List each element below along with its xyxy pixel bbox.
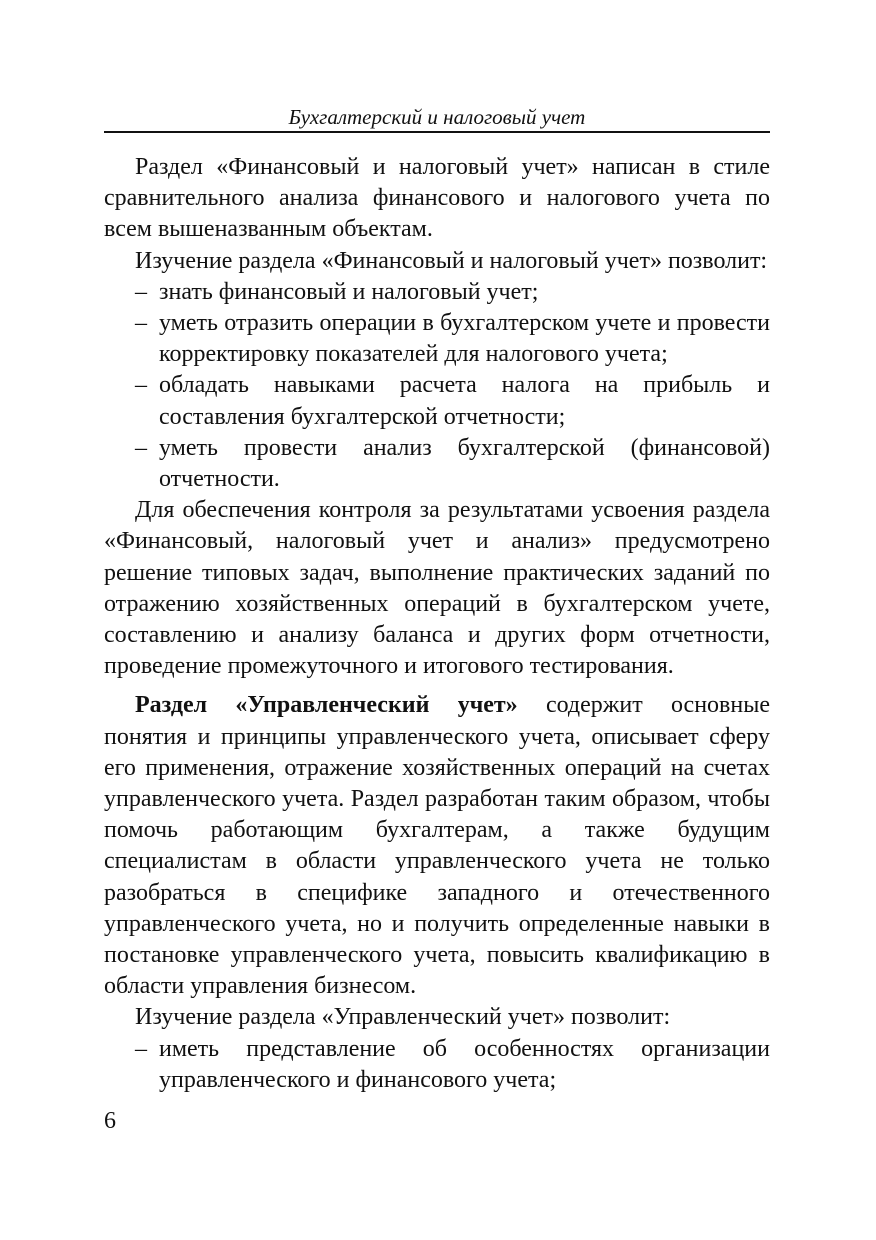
page-number: 6: [104, 1108, 116, 1134]
running-title: Бухгалтерский и налоговый учет: [288, 105, 586, 129]
paragraph-management-text: содержит основные понятия и принципы управленческого учета, описывает сферу его применения, отражение хозяйственных операций на счетах управленческого учета. Раздел разработан таким образом, чтобы помочь работающим бухгалтерам, а также будущим специалистам в области управленческого учета не только разобраться в специфике западного и отечественного управленческого учета, но и получить определенные навыки в постановке управленческого учета, повысить квалификацию в области управления бизнесом.: [104, 692, 770, 1000]
section-title-bold: Раздел «Управленческий учет»: [135, 692, 518, 719]
paragraph-financial-goals: Изучение раздела «Финансовый и налоговый учет» позволит:: [135, 247, 768, 274]
list-dash: –: [135, 278, 147, 305]
paragraph-control: Для обеспечения контроля за результатами усвоения раздела «Финансовый, налоговый учет и анализ» предусмотрено решение типовых задач, выполнение практических заданий по отражению хозяйственных операций в бухгалтерском учете, составлению и анализу баланса и других форм отчетности, проведение промежуточного и итогового тестирования.: [104, 497, 770, 680]
list-dash: –: [135, 1035, 147, 1062]
list-item: [104, 370, 770, 432]
paragraph-management-accounting: [104, 690, 770, 1002]
paragraph-management-goals: Изучение раздела «Управленческий учет» позволит:: [135, 1004, 671, 1031]
list-item-text: уметь отразить операции в бухгалтерском учете и провести корректировку показателей для налогового учета;: [159, 310, 770, 368]
list-item-text: уметь провести анализ бухгалтерской (финансовой) отчетности.: [159, 434, 770, 493]
list-dash: –: [135, 372, 147, 399]
list-dash: –: [135, 310, 147, 337]
page-body: [104, 152, 770, 1096]
list-item: [104, 433, 770, 495]
list-item-text: иметь представление об особенностях организации управленческого и финансового учета;: [159, 1035, 770, 1093]
list-item: [104, 1034, 770, 1096]
paragraph-intro: Раздел «Финансовый и налоговый учет» написан в стиле сравнительного анализа финансового и налогового учета по всем вышеназванным объектам.: [104, 154, 770, 243]
header-divider: [104, 131, 770, 133]
list-item: [104, 277, 770, 308]
list-item-text: обладать навыками расчета налога на прибыль и составления бухгалтерской отчетности;: [159, 372, 770, 430]
management-goals-list: [104, 1034, 770, 1096]
list-item: [104, 308, 770, 370]
list-item-text: знать финансовый и налоговый учет;: [159, 278, 539, 305]
list-dash: –: [135, 434, 147, 461]
financial-goals-list: [104, 277, 770, 495]
